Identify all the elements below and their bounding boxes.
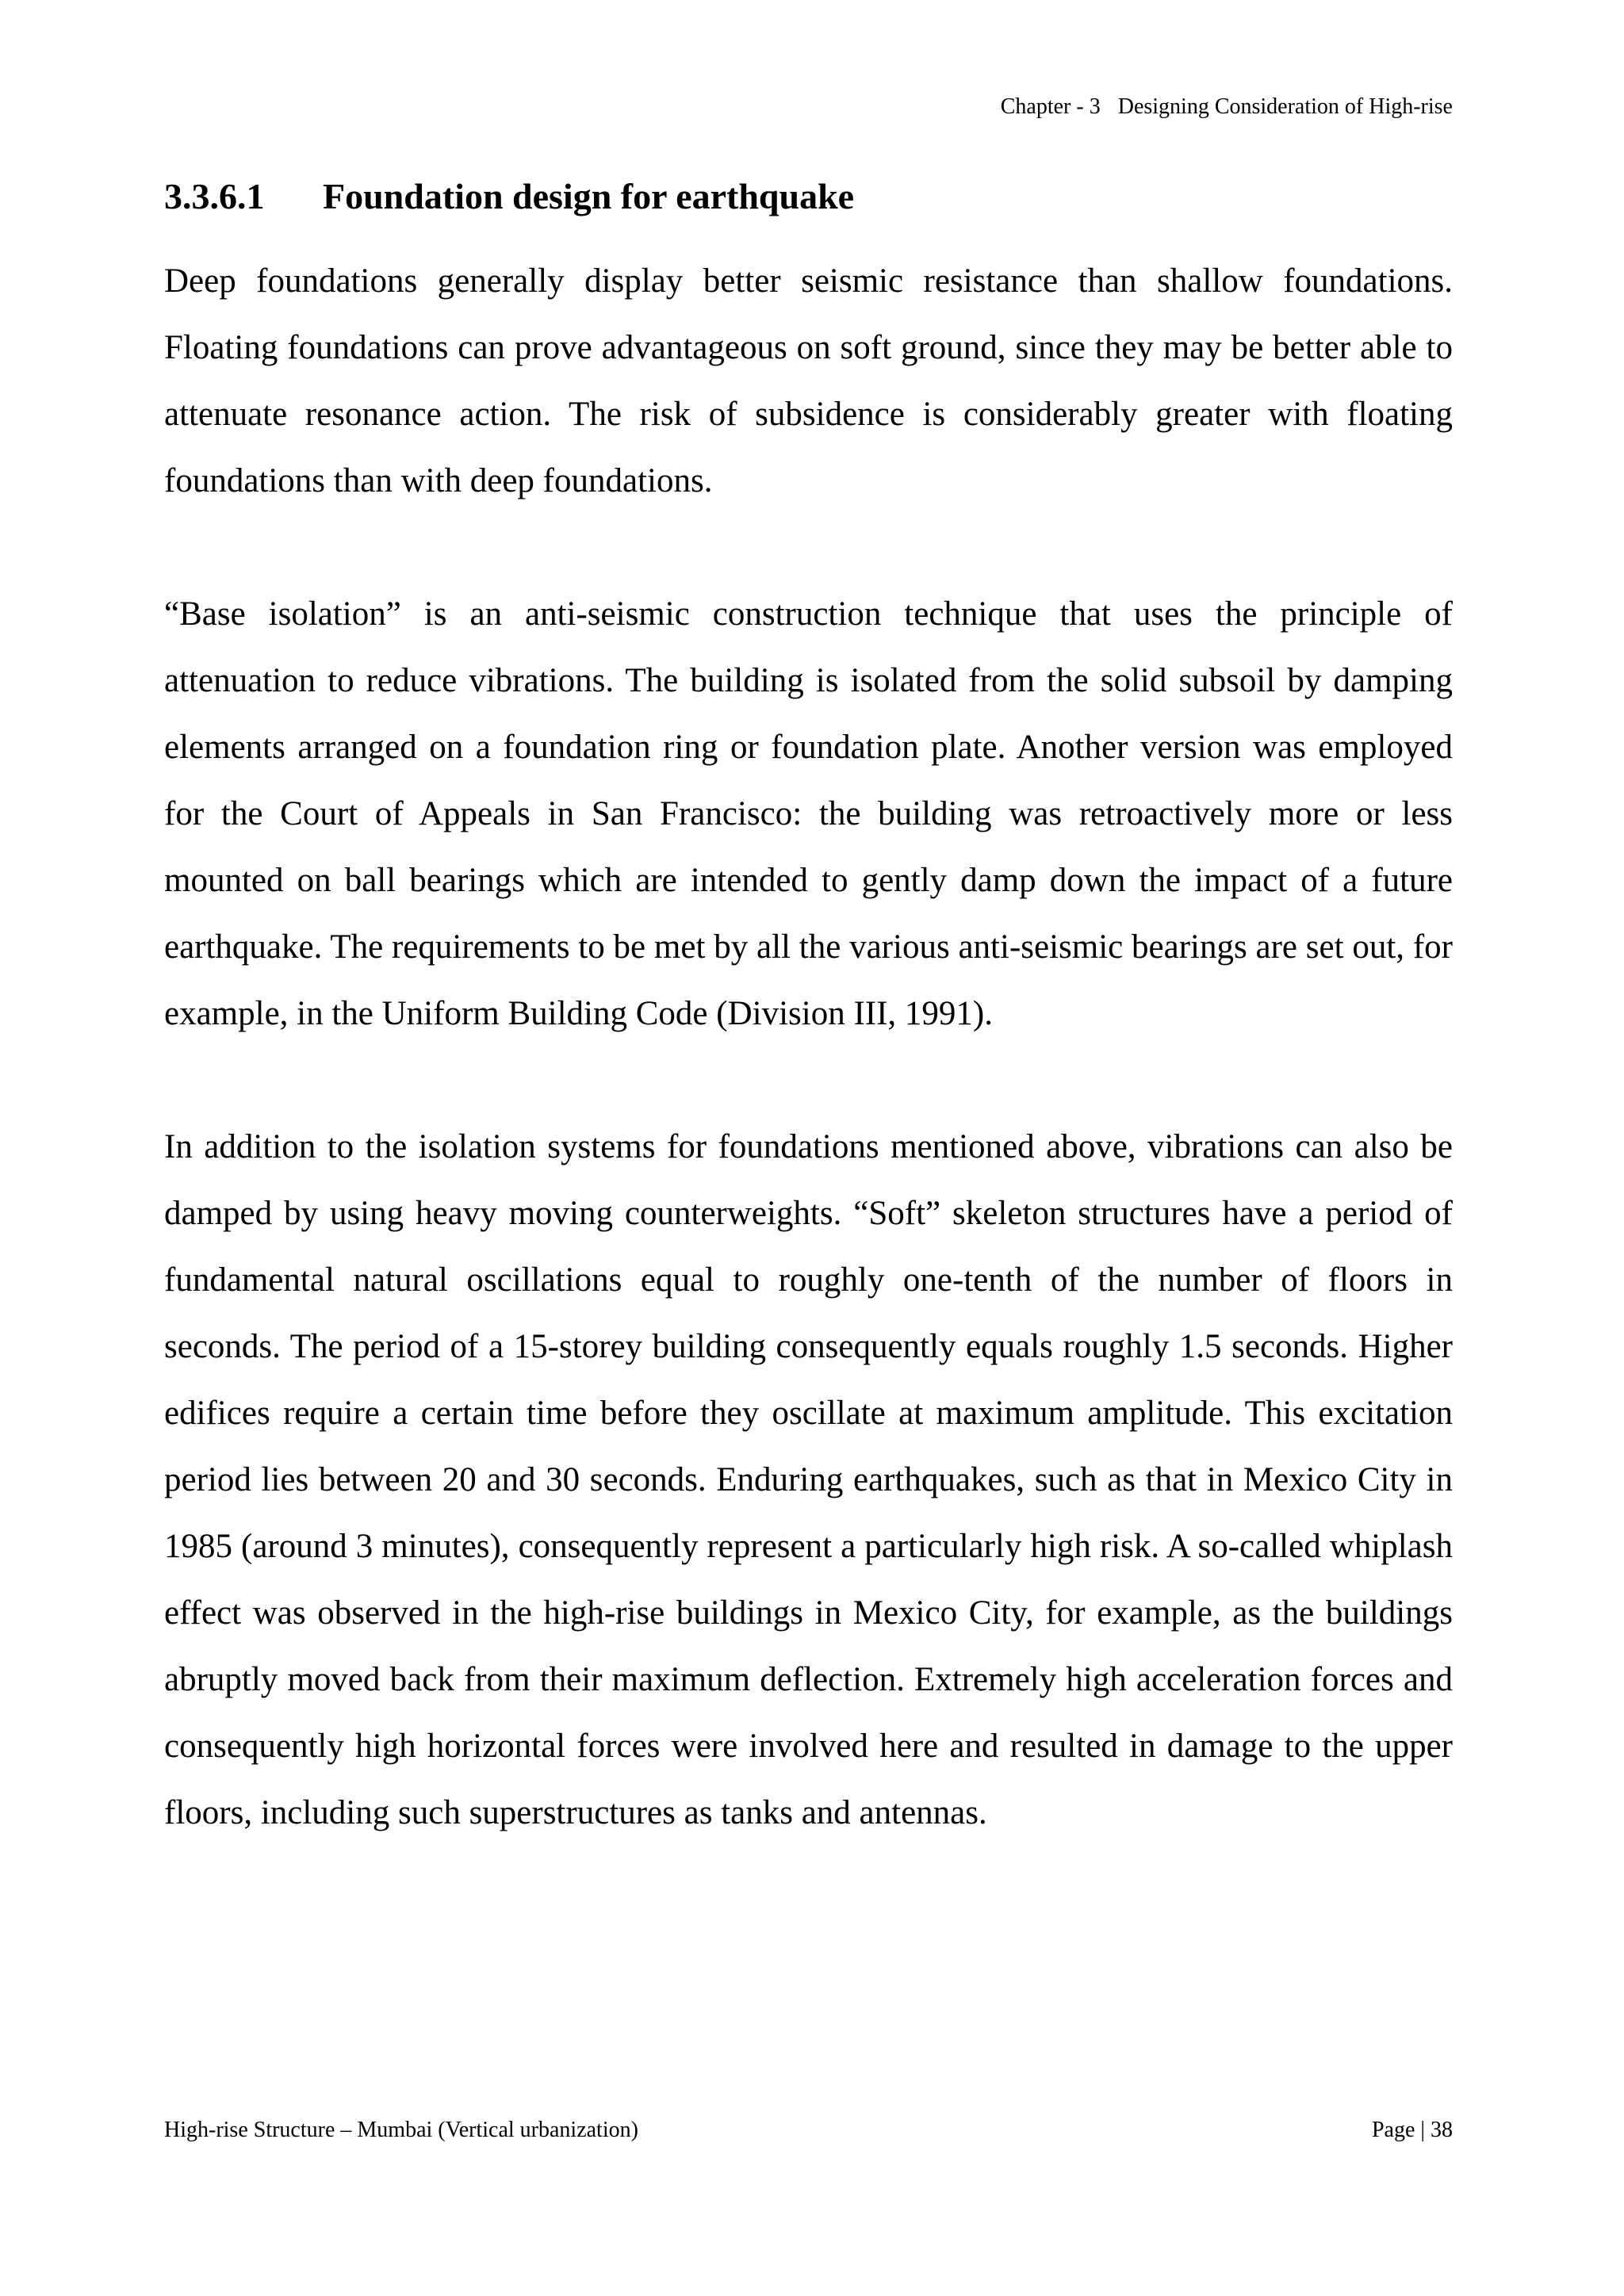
paragraph-base-isolation: “Base isolation” is an anti-seismic construction technique that uses the principle of attenuation to reduce vibrations. The building is isolated from the solid subsoil by damping elements arranged on a foundation ring or foundation plate. Another version was employed for the Court of Appeals in San Francisco: the building was retroactively more or less mounted on ball bearings which are intended to gently damp down the impact of a future earthquake. The requirements to be met by all the various anti-seismic bearings are set out, for example, in the Uniform Building Code (Division III, 1991).	[164, 595, 1453, 1032]
chapter-label: Chapter - 3	[1000, 94, 1101, 119]
footer-page-number: Page | 38	[1371, 2118, 1453, 2142]
section-heading	[164, 174, 854, 218]
section-title: Foundation design for earthquake	[323, 176, 855, 216]
footer-document-title: High-rise Structure – Mumbai (Vertical urbanization)	[164, 2118, 638, 2142]
paragraph-counterweights: In addition to the isolation systems for foundations mentioned above, vibrations can also be damped by using heavy moving counterweights. “Soft” skeleton structures have a period of fundamental natural oscillations equal to roughly one-tenth of the number of floors in seconds. The period of a 15-storey building consequently equals roughly 1.5 seconds. Higher edifices require a certain time before they oscillate at maximum amplitude. This excitation period lies between 20 and 30 seconds. Enduring earthquakes, such as that in Mexico City in 1985 (around 3 minutes), consequently represent a particularly high risk. A so-called whiplash effect was observed in the high-rise buildings in Mexico City, for example, as the buildings abruptly moved back from their maximum deflection. Extremely high acceleration forces and consequently high horizontal forces were involved here and resulted in damage to the upper floors, including such superstructures as tanks and antennas.	[164, 1128, 1453, 1831]
running-header	[1001, 94, 1453, 121]
body-text	[164, 248, 1453, 1846]
paragraph-deep-foundations: Deep foundations generally display better seismic resistance than shallow foundations. Floating foundations can prove advantageous on soft ground, since they may be better able to attenuate resonance action. The risk of subsidence is considerably greater with floating foundations than with deep foundations.	[164, 262, 1453, 499]
chapter-title: Designing Consideration of High-rise	[1117, 94, 1453, 119]
section-number: 3.3.6.1	[164, 176, 265, 216]
